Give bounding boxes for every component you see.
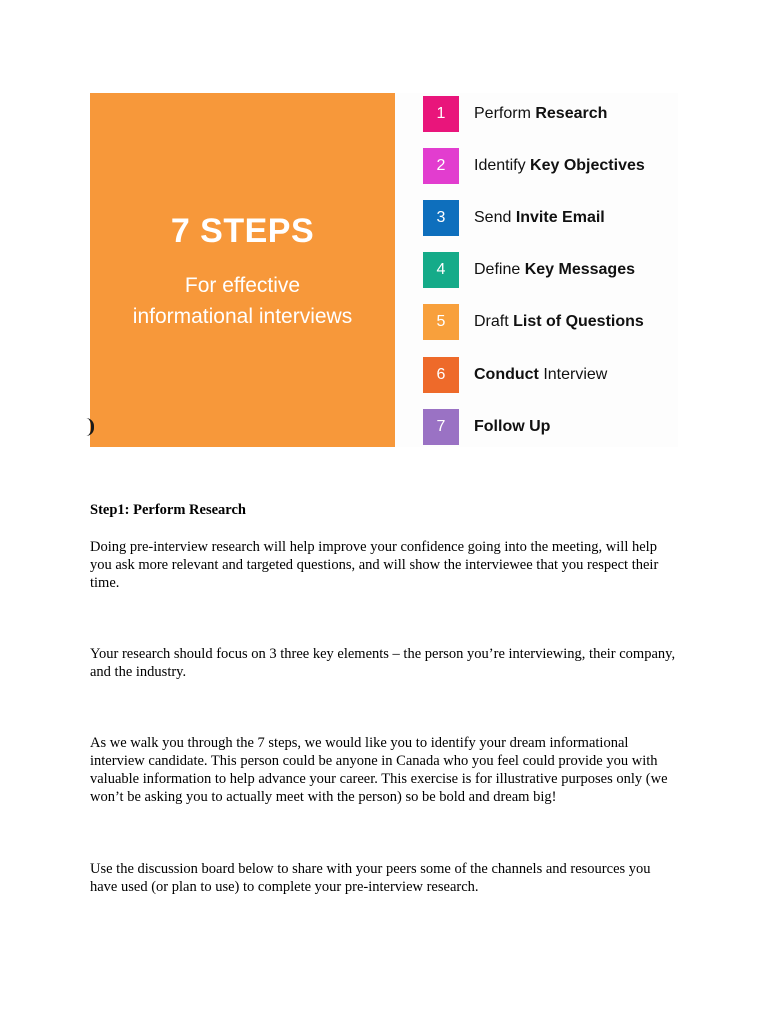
step-item-7 — [423, 409, 673, 445]
banner-subtitle-line-1: For effective — [184, 274, 301, 297]
step-label-bold: Invite Email — [515, 209, 605, 226]
step-item-5 — [423, 304, 673, 340]
step-label-regular: Identify — [474, 157, 531, 174]
banner-subtitle-line-2: informational interviews — [132, 305, 353, 328]
step-label-bold: Research — [535, 105, 608, 122]
step-label — [474, 409, 550, 445]
step-label-bold: Key Objectives — [530, 157, 645, 174]
step-label-bold: Key Messages — [524, 261, 635, 278]
step-label — [474, 96, 607, 132]
step-number-badge: 1 — [423, 96, 459, 132]
step-item-2 — [423, 148, 673, 184]
step-label — [474, 148, 645, 184]
paragraph-4: Use the discussion board below to share with your peers some of the channels and resources you have used (or plan to use) to complete your pre-interview research. — [90, 861, 651, 895]
banner-title-panel — [90, 93, 395, 447]
step-label-bold: Follow Up — [474, 418, 551, 435]
seven-steps-banner — [90, 93, 678, 447]
step-label-regular: Interview — [538, 366, 608, 383]
step-label-regular: Perform — [474, 105, 536, 122]
paragraph-1: Doing pre-interview research will help improve your confidence going into the meeting, will help you ask more relevant and targeted questions, and will show the interviewee that you respect their time. — [90, 539, 659, 591]
step-label-regular: Draft — [474, 313, 514, 330]
step-item-4 — [423, 252, 673, 288]
step-number-badge: 7 — [423, 409, 459, 445]
step-label-bold: List of Questions — [513, 313, 644, 330]
step-number-badge: 6 — [423, 357, 459, 393]
step-label-regular: Define — [474, 261, 525, 278]
step-number-badge: 4 — [423, 252, 459, 288]
step-label — [474, 200, 605, 236]
step-label — [474, 252, 635, 288]
section-heading: Step1: Perform Research — [90, 502, 246, 518]
banner-title: 7 STEPS — [170, 212, 315, 250]
step-number-badge: 5 — [423, 304, 459, 340]
step-item-6 — [423, 357, 673, 393]
steps-list — [395, 93, 678, 447]
step-label — [474, 304, 644, 340]
paragraph-2: Your research should focus on 3 three key elements – the person you’re interviewing, their company, and the industry. — [90, 646, 676, 680]
step-label-bold: Conduct — [474, 366, 539, 383]
paragraph-3: As we walk you through the 7 steps, we would like you to identify your dream informational interview candidate. This person could be anyone in Canada who you feel could provide you with valuable information to help advance your career. This exercise is for illustrative purposes only (we won’t be asking you to actually meet with the person) so be bold and dream big! — [90, 735, 668, 805]
step-number-badge: 2 — [423, 148, 459, 184]
cropped-glyph-icon — [86, 418, 94, 436]
banner-subtitle — [90, 270, 395, 332]
step-number-badge: 3 — [423, 200, 459, 236]
step-item-1 — [423, 96, 673, 132]
step-label-regular: Send — [474, 209, 516, 226]
step-label — [474, 357, 607, 393]
step-item-3 — [423, 200, 673, 236]
